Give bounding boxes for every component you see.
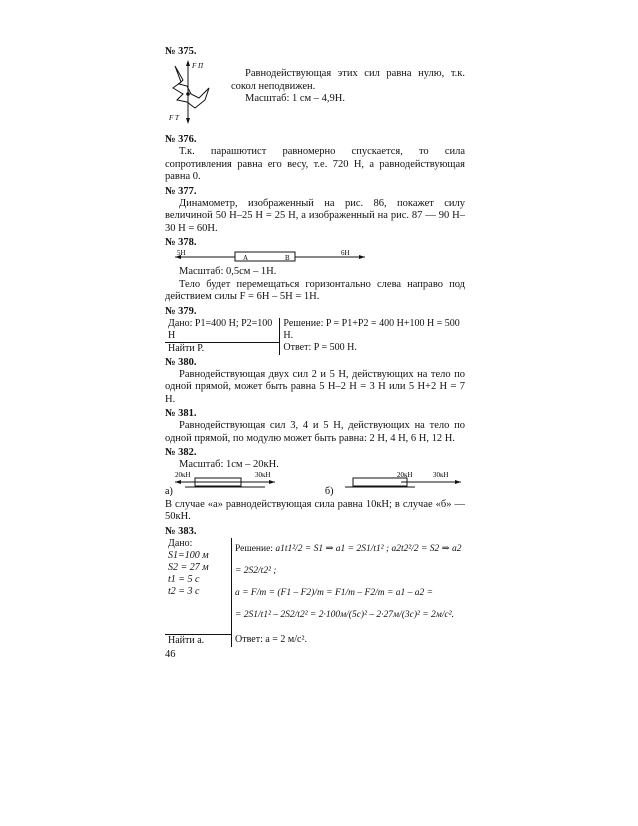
problem-382-text: В случае «а» равнодействующая сила равна 10кН; в случае «б» — 50кН. (165, 498, 465, 522)
page-content (165, 44, 465, 660)
find-379: Найти P. (165, 342, 280, 355)
label-fp: F П (192, 62, 204, 70)
find-383: Найти a. (165, 634, 232, 647)
label-ft: F Т (169, 114, 179, 122)
solution-label: Решение: (235, 543, 273, 554)
problem-379-number: № 379. (165, 305, 197, 317)
case-a-label: а) (165, 485, 173, 496)
arrow-right-icon (359, 255, 365, 259)
problem-375-number: № 375. (165, 46, 197, 57)
solution-383 (232, 538, 466, 635)
problem-383-table (165, 538, 465, 647)
arrow-down-icon (186, 118, 190, 124)
problem-376-text: Т.к. парашютист равномерно спускается, то сила сопротивления равна его весу, т.е. 720 Н, а равнодействующая равна 0. (165, 146, 465, 182)
problem-382-scale: Масштаб: 1см – 20кН. (179, 459, 279, 470)
case-b-label: б) (325, 485, 334, 496)
formula-line-3: = 2S1/t1² – 2S2/t2² = 2·100м/(5с)² – 2·27м/(3с)² = 2м/с². (235, 609, 454, 620)
problem-383-number: № 383. (165, 525, 197, 537)
formula-line-1: a1t1²/2 = S1 ⇒ a1 = 2S1/t1² ; a2t2²/2 = S2 ⇒ a2 = 2S2/t2² ; (235, 543, 462, 576)
body-box-b (353, 478, 407, 486)
answer-379: Ответ: P = 500 Н. (280, 342, 465, 355)
problem-380-number: № 380. (165, 356, 197, 368)
label-6n: 6Н (341, 249, 350, 257)
b-right-label: 30кН (433, 471, 449, 479)
problem-378-scale: Масштаб: 0,5см – 1Н. (179, 266, 277, 277)
problem-377-number: № 377. (165, 185, 197, 197)
given-383 (165, 538, 232, 635)
a-left-label: 20кН (175, 471, 191, 479)
solution-379: Решение: P = P1+P2 = 400 Н+100 Н = 500 Н. (280, 318, 465, 343)
formula-line-2: a = F/m = (F1 – F2)/m = F1/m – F2/m = a1 – a2 = (235, 587, 434, 598)
problem-381-number: № 381. (165, 408, 197, 419)
problem-378-text: Тело будет перемещаться горизонтально слева направо под действием силы F = 6Н – 5Н = 1Н. (165, 278, 465, 302)
label-a: А (243, 254, 249, 262)
center-point (186, 92, 190, 96)
falcon-diagram (165, 58, 227, 128)
page-number: 46 (165, 648, 176, 660)
answer-383: Ответ: a = 2 м/с². (232, 634, 466, 647)
arrow-right-b-icon (455, 480, 461, 484)
force-diagram-382 (165, 472, 465, 496)
problem-381-text: Равнодействующая сил 3, 4 и 5 Н, действующих на тело по одной прямой, по модулю может быть равна: 2 Н, 4 Н, 6 Н, 12 Н. (165, 420, 465, 444)
arrow-left-a-icon (175, 480, 181, 484)
problem-379-table (165, 318, 465, 355)
given-s1: S1=100 м (168, 549, 209, 561)
given-s2: S2 = 27 м (168, 561, 209, 573)
problem-377-text: Динамометр, изображенный на рис. 86, покажет силу величиной 50 Н–25 Н = 25 Н, а изображенный на рис. 87 — 90 Н–30 Н = 60Н. (165, 197, 465, 234)
arrow-up-icon (186, 60, 190, 66)
label-5n: 5Н (177, 249, 186, 257)
problem-376-number: № 376. (165, 134, 197, 145)
given-379: Дано: P1=400 Н; P2=100 Н (168, 317, 273, 341)
b-left-label: 20кН (397, 471, 413, 479)
given-title: Дано: (168, 537, 193, 549)
label-b: В (285, 254, 290, 262)
a-right-label: 30кН (255, 471, 271, 479)
problem-375-body (165, 58, 465, 128)
falcon-outline (173, 66, 209, 108)
given-t1: t1 = 5 с (168, 573, 200, 585)
problem-380-text: Равнодействующая двух сил 2 и 5 Н, действующих на тело по одной прямой, может быть равна 5 Н–2 Н = 3 Н или 5 Н+2 Н = 7 Н. (165, 368, 465, 405)
arrow-right-a-icon (269, 480, 275, 484)
problem-375-scale: Масштаб: 1 см – 4,9Н. (245, 93, 346, 104)
problem-382-number: № 382. (165, 447, 197, 458)
problem-378-number: № 378. (165, 237, 197, 248)
force-diagram-378 (165, 249, 465, 263)
problem-375-text: Равнодействующая этих сил равна нулю, т.к. сокол неподвижен. (231, 68, 465, 92)
given-t2: t2 = 3 с (168, 585, 200, 597)
